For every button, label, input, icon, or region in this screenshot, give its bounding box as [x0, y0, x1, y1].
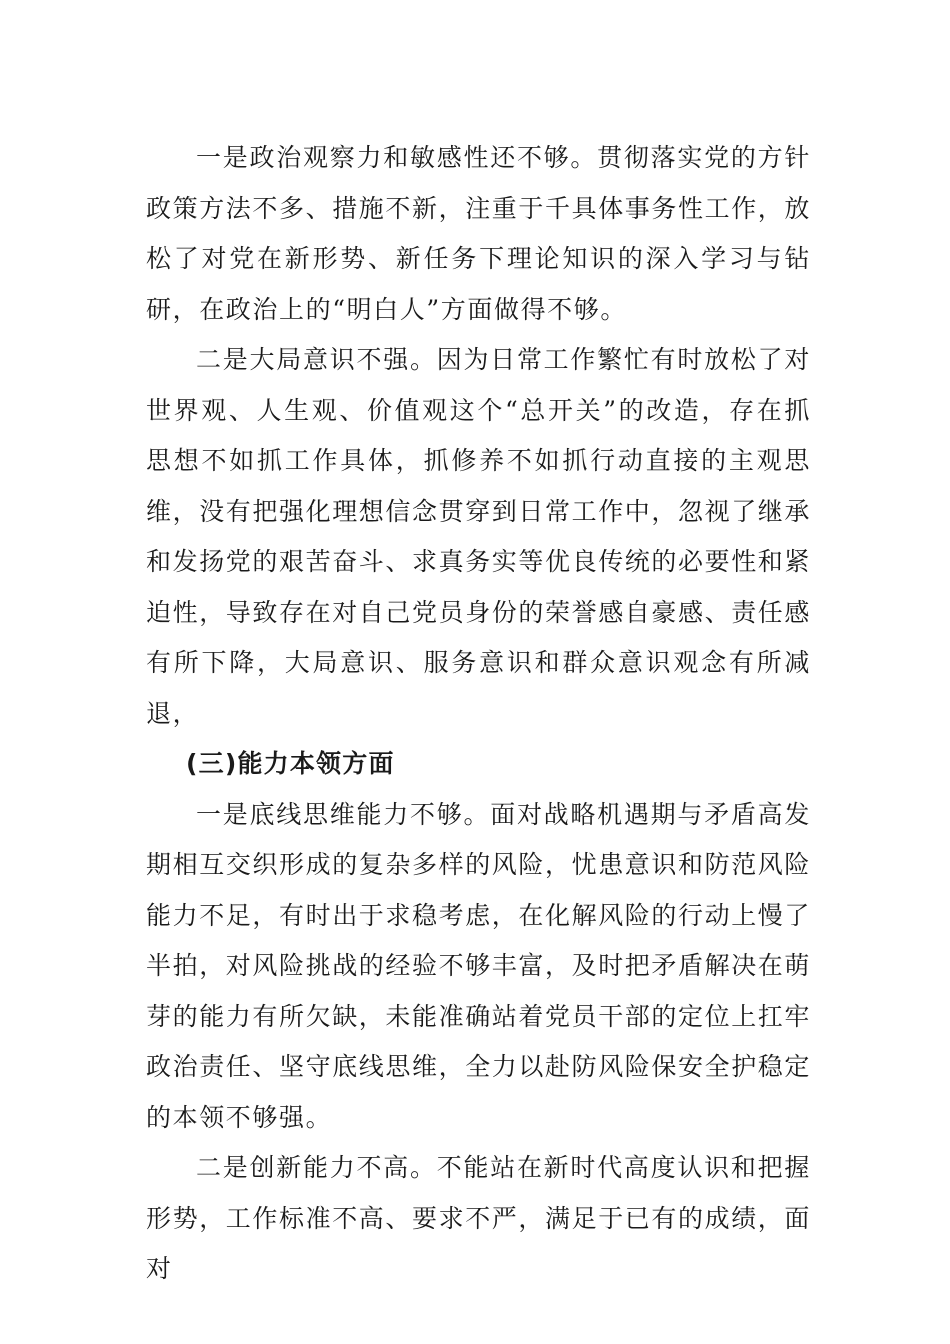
document-body [146, 133, 811, 1295]
paragraph-bottom-line-thinking: 一是底线思维能力不够。面对战略机遇期与矛盾高发期相互交织形成的复杂多样的风险，忧患意识和防范风险能力不足，有时出于求稳考虑，在化解风险的行动上慢了半拍，对风险挑战的经验不够丰富，及时把矛盾解决在萌芽的能力有所欠缺，未能准确站着党员干部的定位上扛牢政治责任、坚守底线思维，全力以赴防风险保安全护稳定的本领不够强。 [146, 799, 812, 1132]
section-heading-ability: (三)能力本领方面 [186, 749, 395, 778]
paragraph-innovation-ability: 二是创新能力不高。不能站在新时代高度认识和把握形势，工作标准不高、要求不严，满足于已有的成绩，面对 [146, 1153, 812, 1283]
paragraph-overall-awareness: 二是大局意识不强。因为日常工作繁忙有时放松了对世界观、人生观、价值观这个“总开关”的改造，存在抓思想不如抓工作具体，抓修养不如抓行动直接的主观思维，没有把强化理想信念贯穿到日常工作中，忽视了继承和发扬党的艰苦奋斗、求真务实等优良传统的必要性和紧迫性，导致存在对自己党员身份的荣誉感自豪感、责任感有所下降，大局意识、服务意识和群众意识观念有所减退， [146, 345, 812, 728]
paragraph-political-awareness: 一是政治观察力和敏感性还不够。贯彻落实党的方针政策方法不多、措施不新，注重于千具体事务性工作，放松了对党在新形势、新任务下理论知识的深入学习与钻研，在政治上的“明白人”方面做得不够。 [146, 143, 812, 324]
